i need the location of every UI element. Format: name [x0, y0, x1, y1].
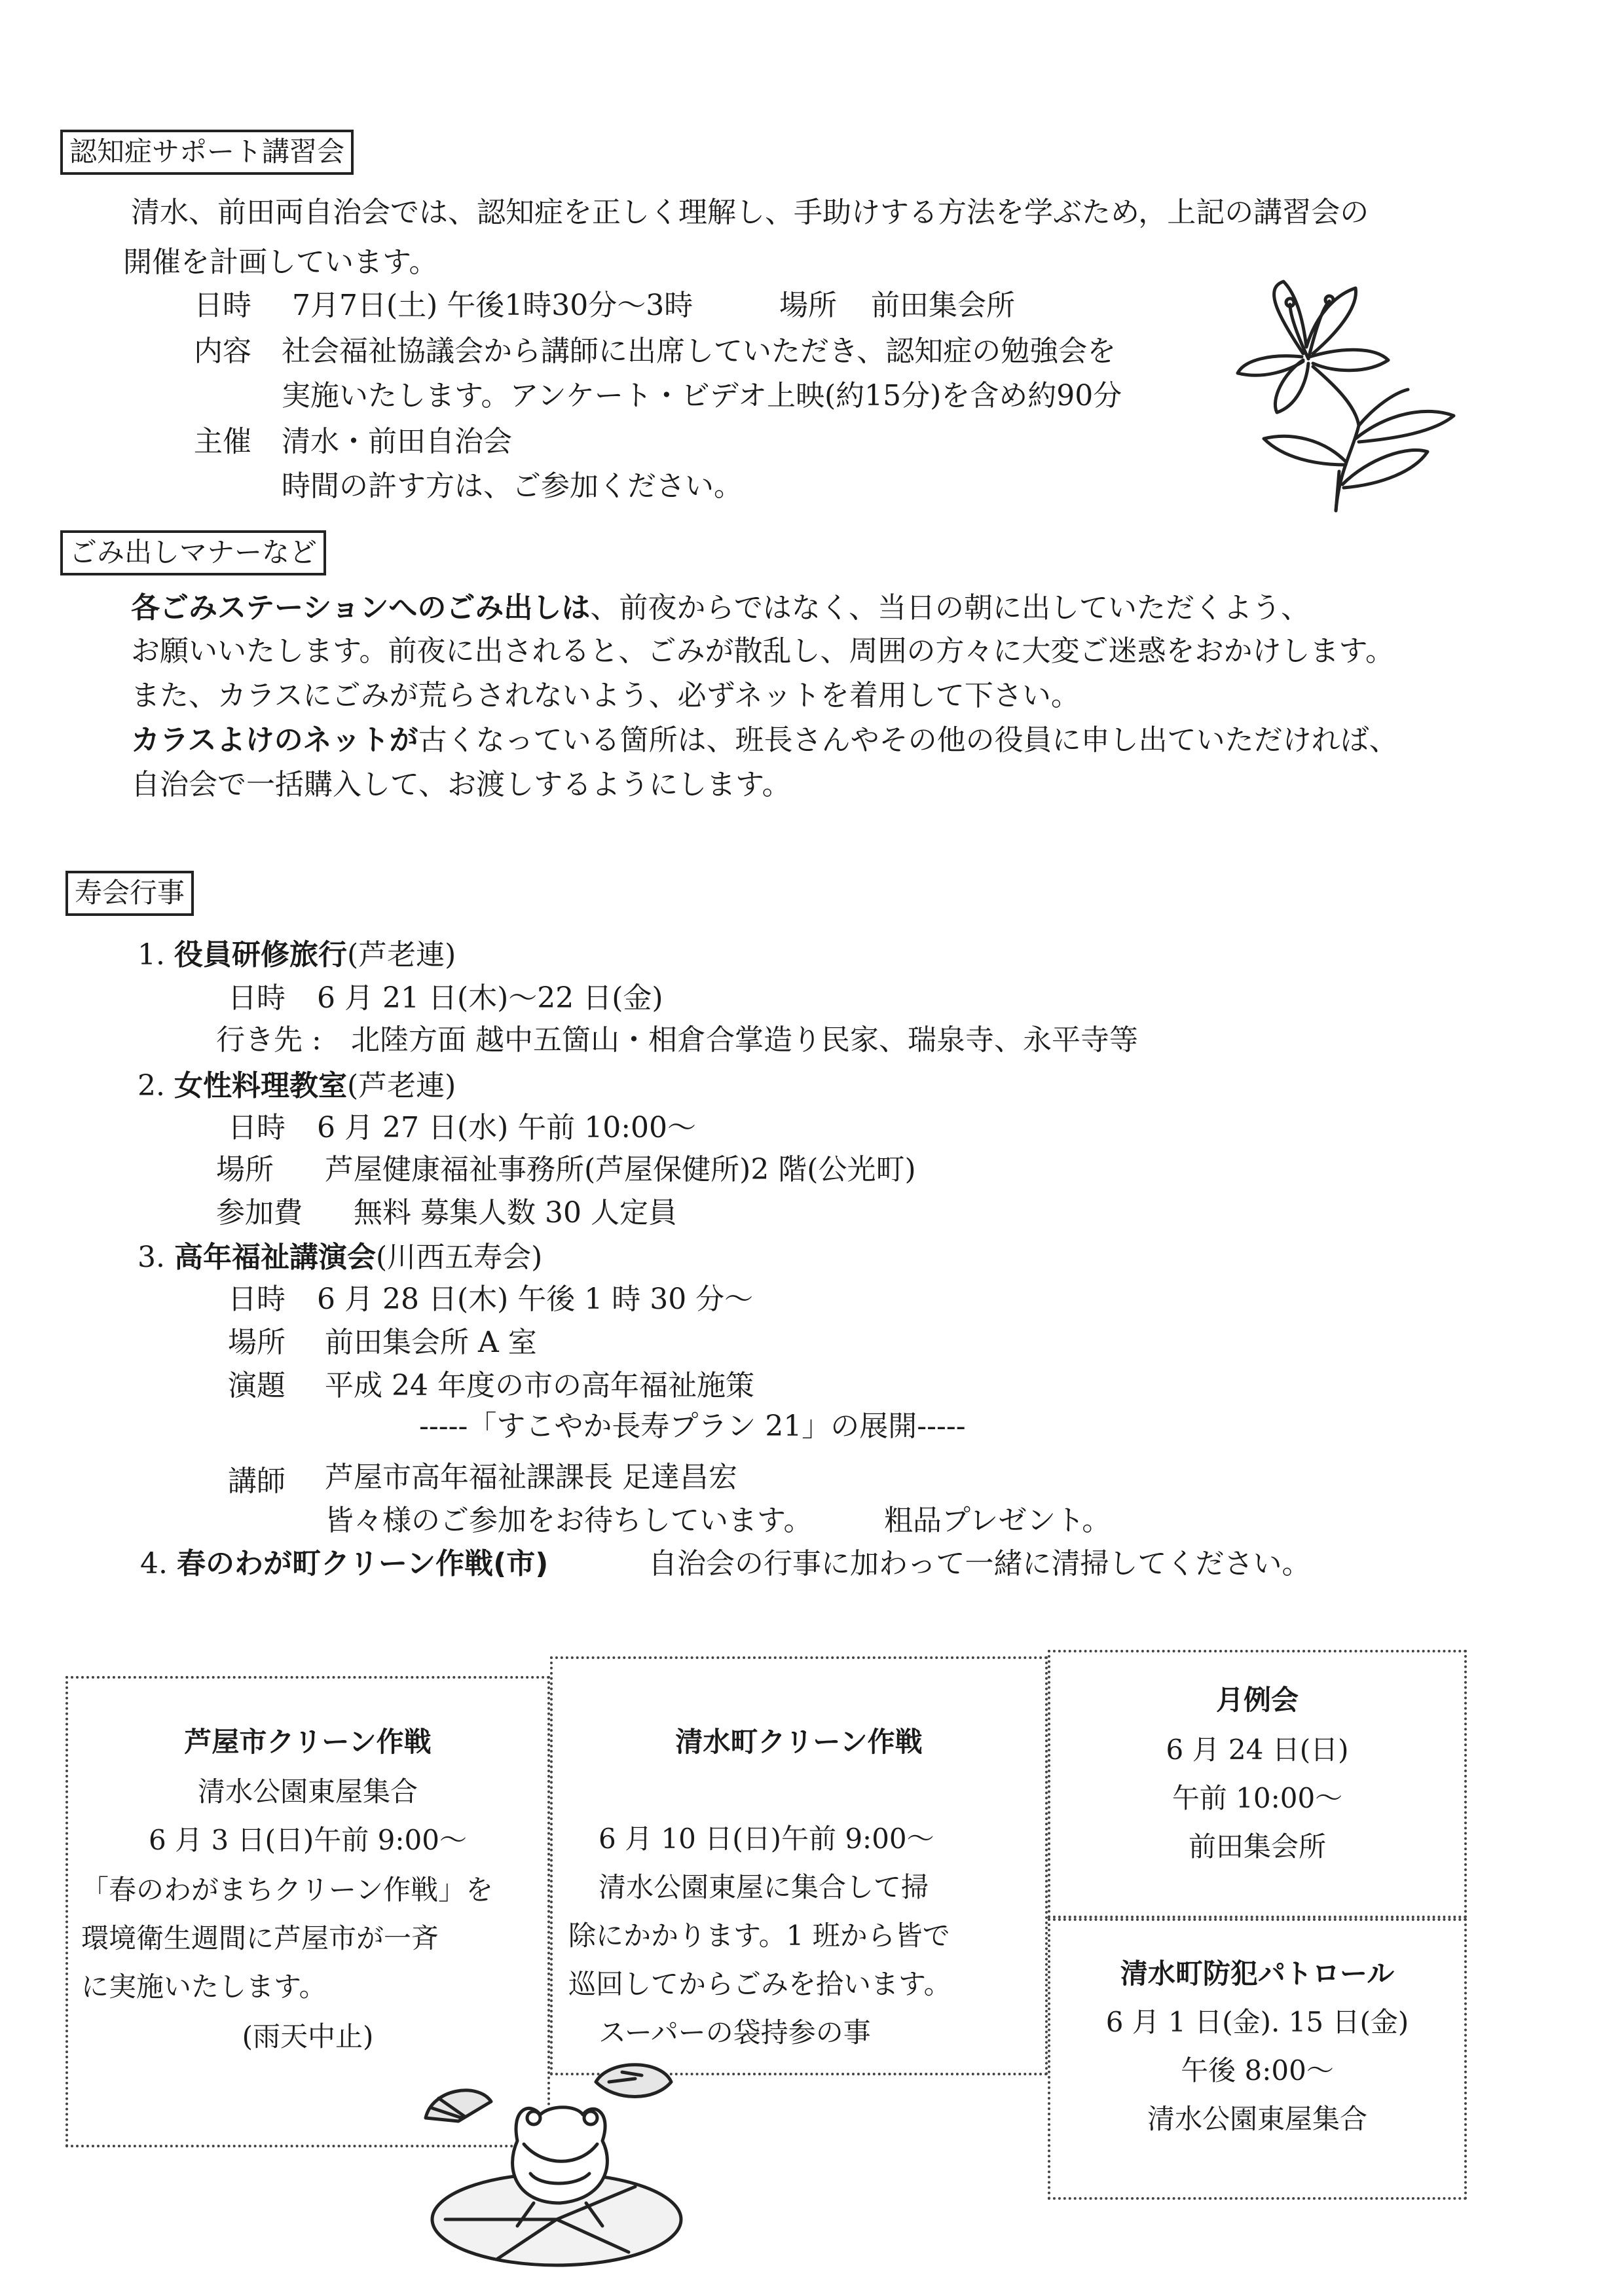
shimizu-cleanup-desc-4: スーパーの袋持参の事	[599, 2016, 871, 2049]
garbage-line-5: 自治会で一括購入して、お渡しするようにします。	[131, 768, 791, 801]
ashiya-cleanup-rain-note: (雨天中止)	[242, 2020, 374, 2052]
monthly-meeting-time: 午前 10:00～	[1172, 1782, 1343, 1814]
date-value: 7月7日(土) 午後1時30分～3時	[292, 289, 693, 322]
garbage-line-1-rest: 、前夜からではなく、当日の朝に出していただくよう、	[590, 591, 1310, 625]
shimizu-cleanup-box	[550, 1656, 1048, 2075]
monthly-meeting-title: 月例会	[1215, 1684, 1299, 1716]
event-3-gift: 粗品プレゼント。	[884, 1504, 1111, 1537]
crime-patrol-place: 清水公園東屋集合	[1147, 2103, 1367, 2135]
event-2-fee: 無料 募集人数 30 人定員	[354, 1196, 677, 1230]
event-3-title: 高年福祉講演会	[174, 1241, 376, 1274]
intro-line-2: 開催を計画しています。	[123, 246, 438, 279]
garbage-line-2: お願いいたします。前夜に出されると、ごみが散乱し、周囲の方々に大変ご迷惑をおかけします。	[131, 634, 1394, 668]
content-line-1: 社会福祉協議会から講師に出席していただき、認知症の勉強会を	[282, 335, 1116, 368]
heading-garbage-manners: ごみ出しマナーなど	[60, 530, 326, 575]
event-1	[138, 936, 456, 974]
event-1-number: 1.	[138, 938, 165, 972]
monthly-meeting-date: 6 月 24 日(日)	[1166, 1734, 1349, 1766]
place-label: 場所	[779, 289, 837, 322]
intro-line-1: 清水、前田両自治会では、認知症を正しく理解し、手助けする方法を学ぶため，上記の講習会の	[131, 196, 1369, 229]
heading-dementia-lecture: 認知症サポート講習会	[60, 130, 354, 175]
event-1-org: (芦老連)	[346, 938, 456, 972]
event-3-lecturer: 芦屋市高年福祉課課長 足達昌宏	[325, 1461, 737, 1494]
garbage-line-4	[131, 721, 1398, 759]
event-3-topic-label: 演題	[228, 1369, 286, 1402]
event-1-title: 役員研修旅行	[174, 938, 347, 972]
event-3-date-label: 日時	[228, 1283, 286, 1316]
crime-patrol-time: 午後 8:00～	[1181, 2054, 1334, 2086]
event-4	[140, 1545, 548, 1582]
event-3-topic: 平成 24 年度の市の高年福祉施策	[325, 1369, 754, 1402]
event-3-org: (川西五寿会)	[375, 1241, 543, 1274]
content-line-2: 実施いたします。アンケート・ビデオ上映(約15分)を含め約90分	[282, 379, 1122, 412]
monthly-meeting-place: 前田集会所	[1188, 1831, 1326, 1863]
ashiya-cleanup-meeting: 清水公園東屋集合	[197, 1776, 418, 1808]
host-label: 主催	[194, 425, 251, 458]
frog-on-lilypad-icon	[419, 2056, 694, 2272]
lily-flower-icon	[1225, 275, 1486, 524]
monthly-meeting-box	[1048, 1650, 1467, 1918]
event-4-desc: 自治会の行事に加わって一緒に清掃してください。	[648, 1547, 1311, 1580]
shimizu-cleanup-desc-2: 除にかかります。1 班から皆で	[568, 1920, 950, 1952]
event-3-date: 6 月 28 日(木) 午後 1 時 30 分～	[317, 1283, 754, 1316]
event-4-title: 春のわが町クリーン作戦(市)	[176, 1547, 549, 1580]
garbage-line-3: また、カラスにごみが荒らされないよう、必ずネットを着用して下さい。	[131, 679, 1080, 712]
shimizu-cleanup-title: 清水町クリーン作戦	[675, 1726, 923, 1758]
ashiya-cleanup-title: 芦屋市クリーン作戦	[184, 1726, 432, 1758]
ashiya-cleanup-date: 6 月 3 日(日)午前 9:00～	[149, 1824, 467, 1856]
shimizu-cleanup-desc-1: 清水公園東屋に集合して掃	[599, 1871, 929, 1903]
place-value: 前田集会所	[871, 289, 1015, 322]
event-2-org: (芦老連)	[346, 1069, 456, 1102]
event-3-lecturer-label: 講師	[228, 1465, 286, 1498]
attendance-note: 時間の許す方は、ご参加ください。	[282, 469, 743, 503]
content-label: 内容	[194, 335, 251, 368]
event-2-title: 女性料理教室	[174, 1069, 347, 1102]
event-3-place: 前田集会所 A 室	[325, 1326, 537, 1359]
event-1-dest: 北陸方面 越中五箇山・相倉合掌造り民家、瑞泉寺、永平寺等	[351, 1023, 1138, 1057]
event-3-place-label: 場所	[228, 1326, 286, 1359]
event-4-number: 4.	[140, 1547, 168, 1580]
shimizu-cleanup-desc-3: 巡回してからごみを拾います。	[568, 1968, 951, 2000]
event-3	[138, 1239, 542, 1276]
ashiya-cleanup-desc-2: 環境衛生週間に芦屋市が一斉	[81, 1922, 439, 1954]
ashiya-cleanup-desc-3: に実施いたします。	[81, 1971, 327, 2003]
event-2-date-label: 日時	[228, 1111, 286, 1144]
event-2-place-label: 場所	[216, 1153, 274, 1186]
event-1-dest-label: 行き先 :	[216, 1023, 322, 1057]
event-1-date: 6 月 21 日(木)～22 日(金)	[317, 981, 663, 1015]
host-value: 清水・前田自治会	[282, 425, 512, 458]
event-2-place: 芦屋健康福祉事務所(芦屋保健所)2 階(公光町)	[325, 1153, 916, 1186]
event-3-invite: 皆々様のご参加をお待ちしています。	[325, 1504, 813, 1537]
event-2	[138, 1067, 456, 1104]
event-3-number: 3.	[138, 1241, 165, 1274]
crime-patrol-title: 清水町防犯パトロール	[1120, 1958, 1395, 1990]
crime-patrol-box	[1048, 1918, 1467, 2200]
event-3-subtopic: -----「すこやか長寿プラン 21」の展開-----	[419, 1410, 966, 1443]
ashiya-cleanup-desc-1: 「春のわがまちクリーン作戦」を	[81, 1874, 494, 1906]
event-2-number: 2.	[138, 1069, 165, 1102]
crime-patrol-dates: 6 月 1 日(金). 15 日(金)	[1105, 2006, 1409, 2038]
shimizu-cleanup-date: 6 月 10 日(日)午前 9:00～	[599, 1823, 934, 1855]
date-label: 日時	[194, 289, 251, 322]
event-2-date: 6 月 27 日(水) 午前 10:00～	[317, 1111, 697, 1144]
heading-kotobuki-events: 寿会行事	[65, 871, 194, 916]
garbage-line-1	[131, 589, 1310, 627]
event-1-date-label: 日時	[228, 981, 286, 1015]
garbage-line-4-bold: カラスよけのネットが	[131, 723, 418, 757]
garbage-line-4-rest: 古くなっている箇所は、班長さんやその他の役員に申し出ていただければ、	[418, 723, 1398, 757]
garbage-line-1-bold: 各ごみステーションへのごみ出しは	[131, 591, 591, 625]
event-2-fee-label: 参加費	[216, 1196, 303, 1230]
